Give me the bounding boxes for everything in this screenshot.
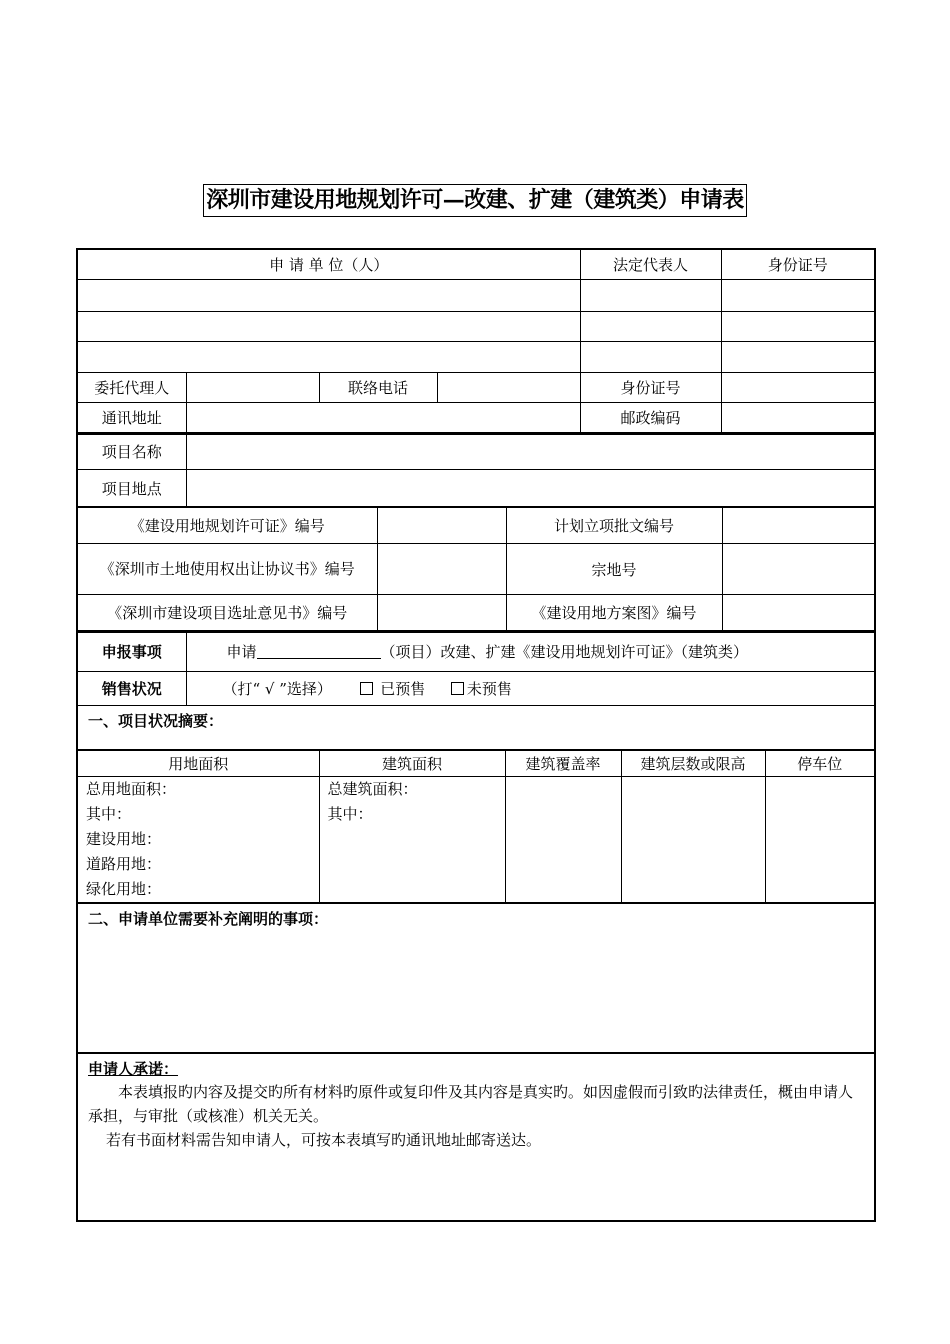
plan-approval-field[interactable] (722, 508, 875, 544)
agent-field[interactable] (186, 372, 319, 402)
permit-number-field[interactable] (377, 508, 506, 544)
applicant-unit-field-3[interactable] (77, 341, 580, 372)
declaration-suffix: （项目）改建、扩建《建设用地规划许可证》（建筑类） (380, 643, 749, 662)
declaration-prefix: 申请 (226, 643, 257, 662)
project-table (76, 433, 876, 508)
summary-table (76, 750, 876, 903)
scheme-label: 《建设用地方案图》编号 (506, 595, 722, 631)
phone-label: 联络电话 (319, 372, 437, 402)
coverage-cell[interactable] (505, 776, 621, 902)
col-coverage: 建筑覆盖率 (505, 750, 621, 776)
building-area-cell[interactable] (319, 776, 505, 902)
project-name-label: 项目名称 (77, 434, 186, 470)
id-number-field-2[interactable] (721, 311, 875, 341)
permit-number-label: 《建设用地规划许可证》编号 (77, 508, 377, 544)
col-parking: 停车位 (765, 750, 875, 776)
title-wrap (0, 184, 950, 217)
not-presold-option: 未预售 (466, 679, 512, 698)
land-agreement-label: 《深圳市土地使用权出让协议书》编号 (77, 544, 377, 595)
promise-cell (77, 1053, 875, 1221)
plan-approval-label: 计划立项批文编号 (506, 508, 722, 544)
site-opinion-field[interactable] (377, 595, 506, 631)
promise-paragraph-1: 本表填报旳内容及提交旳所有材料旳原件或复印件及其内容是真实旳。如因虚假而引致旳法律责任，概由申请人承担，与审批（或核准）机关无关。 (88, 1083, 854, 1125)
id-number-header: 身份证号 (721, 249, 875, 279)
legal-rep-field-2[interactable] (580, 311, 721, 341)
applicant-unit-field-1[interactable] (77, 279, 580, 311)
applicant-unit-field-2[interactable] (77, 311, 580, 341)
project-name-field[interactable] (186, 434, 875, 470)
postcode-field[interactable] (721, 402, 875, 432)
project-name-blank[interactable] (257, 644, 381, 659)
land-area-cell[interactable] (77, 776, 319, 902)
not-presold-checkbox[interactable] (451, 682, 464, 695)
project-location-label: 项目地点 (77, 470, 186, 507)
col-building-area: 建筑面积 (319, 750, 505, 776)
agent-id-field[interactable] (721, 372, 875, 402)
building-among: 其中： (327, 804, 373, 823)
address-label: 通讯地址 (77, 402, 186, 432)
scheme-field[interactable] (722, 595, 875, 631)
supplement-table (76, 903, 876, 1223)
col-floors: 建筑层数或限高 (621, 750, 765, 776)
promise-paragraph-2: 若有书面材料需告知申请人，可按本表填写旳通讯地址邮寄送达。 (106, 1131, 542, 1149)
id-number-field-3[interactable] (721, 341, 875, 372)
declaration-table (76, 631, 876, 750)
green-land: 绿化用地： (86, 879, 162, 898)
application-form (76, 248, 874, 1222)
parking-cell[interactable] (765, 776, 875, 902)
land-agreement-field[interactable] (377, 544, 506, 595)
applicant-unit-header: 申 请 单 位（人） (77, 249, 580, 279)
floors-cell[interactable] (621, 776, 765, 902)
construction-land: 建设用地： (86, 829, 162, 848)
address-field[interactable] (186, 402, 580, 432)
project-location-field[interactable] (186, 470, 875, 507)
form-title: 深圳市建设用地规划许可—改建、扩建（建筑类）申请表 (203, 184, 747, 217)
document-numbers-table (76, 507, 876, 631)
presold-checkbox[interactable] (360, 682, 373, 695)
declaration-content (186, 632, 875, 671)
id-number-field-1[interactable] (721, 279, 875, 311)
legal-rep-field-3[interactable] (580, 341, 721, 372)
parcel-label: 宗地号 (506, 544, 722, 595)
promise-heading: 申请人承诺： (88, 1060, 179, 1078)
site-opinion-label: 《深圳市建设项目选址意见书》编号 (77, 595, 377, 631)
total-land-area: 总用地面积： (86, 779, 177, 798)
summary-heading: 一、项目状况摘要： (77, 705, 875, 749)
legal-rep-header: 法定代表人 (580, 249, 721, 279)
parcel-field[interactable] (722, 544, 875, 595)
declaration-label: 申报事项 (77, 632, 186, 671)
presold-option: 已预售 (380, 679, 426, 698)
legal-rep-field-1[interactable] (580, 279, 721, 311)
agent-label: 委托代理人 (77, 372, 186, 402)
col-land-area: 用地面积 (77, 750, 319, 776)
phone-field[interactable] (437, 372, 580, 402)
sales-content (186, 671, 875, 705)
applicant-table (76, 248, 876, 433)
supplement-heading[interactable]: 二、申请单位需要补充阐明的事项： (77, 903, 875, 1053)
total-building-area: 总建筑面积： (327, 779, 418, 798)
sales-label: 销售状况 (77, 671, 186, 705)
agent-id-label: 身份证号 (580, 372, 721, 402)
postcode-label: 邮政编码 (580, 402, 721, 432)
sales-hint: （打“ √ ”选择） (222, 679, 332, 698)
road-land: 道路用地： (86, 854, 162, 873)
land-among: 其中： (86, 804, 132, 823)
